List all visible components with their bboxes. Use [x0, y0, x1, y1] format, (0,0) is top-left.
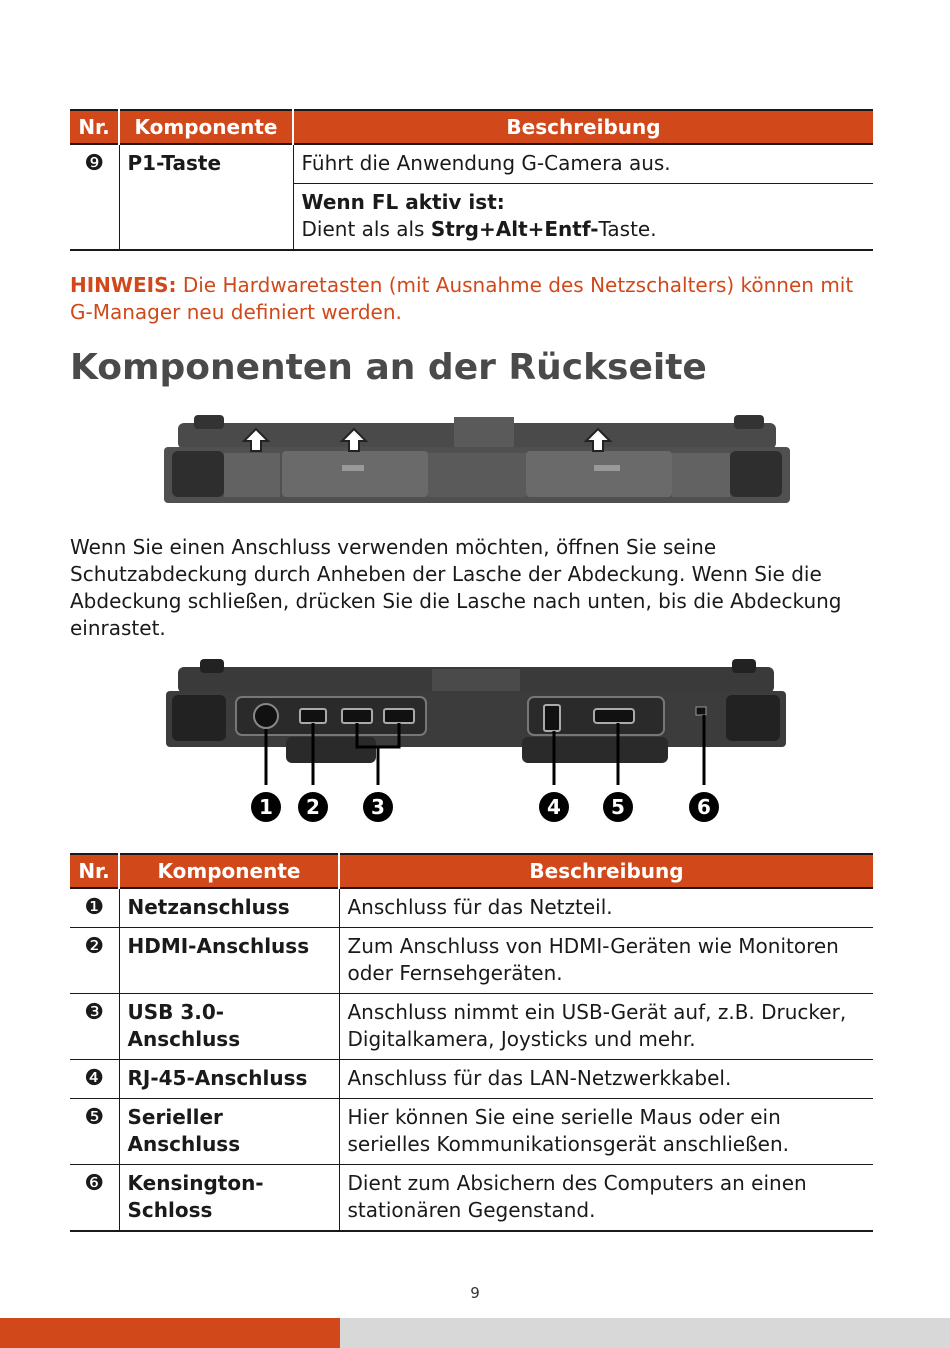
table-header-row	[70, 110, 873, 144]
callout-1	[251, 792, 281, 822]
row-number: ❷	[70, 928, 119, 994]
row-description: Zum Anschluss von HDMI-Geräten wie Monitoren oder Fernsehgeräten.	[339, 928, 873, 994]
header-description: Beschreibung	[293, 110, 873, 144]
note-text: Die Hardwaretasten (mit Ausnahme des Netzschalters) können mit G-Manager neu definiert werden.	[70, 273, 854, 324]
table-row	[70, 144, 873, 184]
note-label: HINWEIS:	[70, 273, 177, 297]
table-row	[70, 1060, 873, 1099]
row-component: USB 3.0-Anschluss	[119, 994, 339, 1060]
row-description: Anschluss nimmt ein USB-Gerät auf, z.B. Drucker, Digitalkamera, Joysticks und mehr.	[339, 994, 873, 1060]
row-number: ❸	[70, 994, 119, 1060]
rear-components-table	[70, 853, 873, 1232]
footer-accent-bar	[0, 1318, 340, 1348]
callout-5	[603, 792, 633, 822]
header-component: Komponente	[119, 110, 293, 144]
fl-desc-post: Taste.	[598, 217, 657, 241]
row-component: Serieller Anschluss	[119, 1099, 339, 1165]
section-heading: Komponenten an der Rückseite	[70, 347, 707, 388]
header-nr: Nr.	[70, 110, 119, 144]
row-component: Kensington-Schloss	[119, 1165, 339, 1232]
table-row	[70, 888, 873, 928]
row-number: ❺	[70, 1099, 119, 1165]
table-row	[70, 994, 873, 1060]
header-description: Beschreibung	[339, 854, 873, 888]
row-description-fl	[293, 184, 873, 251]
table-row	[70, 1165, 873, 1232]
row-description: Führt die Anwendung G-Camera aus.	[293, 144, 873, 184]
fl-desc-pre: Dient als als	[301, 217, 431, 241]
row-number: ❻	[70, 1165, 119, 1232]
callout-4	[539, 792, 569, 822]
callout-6	[689, 792, 719, 822]
row-component: P1-Taste	[119, 144, 293, 250]
row-description: Hier können Sie eine serielle Maus oder ein serielles Kommunikationsgerät anschließen.	[339, 1099, 873, 1165]
svg-text:3: 3	[371, 795, 385, 819]
row-component: RJ-45-Anschluss	[119, 1060, 339, 1099]
fl-desc-key: Strg+Alt+Entf-	[430, 217, 599, 241]
table-row	[70, 1099, 873, 1165]
svg-text:5: 5	[611, 795, 625, 819]
row-description: Anschluss für das Netzteil.	[339, 888, 873, 928]
note	[70, 272, 870, 326]
row-component: Netzanschluss	[119, 888, 339, 928]
svg-text:4: 4	[547, 795, 561, 819]
button-table	[70, 109, 873, 251]
page-number: 9	[470, 1284, 480, 1302]
header-component: Komponente	[119, 854, 339, 888]
row-number: ❾	[70, 144, 119, 250]
table-row	[70, 928, 873, 994]
header-nr: Nr.	[70, 854, 119, 888]
row-description: Anschluss für das LAN-Netzwerkkabel.	[339, 1060, 873, 1099]
table-header-row	[70, 854, 873, 888]
rear-view-ports-image	[166, 657, 786, 827]
footer-grey-bar	[340, 1318, 950, 1348]
row-number: ❹	[70, 1060, 119, 1099]
cover-instructions: Wenn Sie einen Anschluss verwenden möchten, öffnen Sie seine Schutzabdeckung durch Anheben der Lasche der Abdeckung. Wenn Sie die Abdeckung schließen, drücken Sie die Lasche nach unten, bis die Abdeckung einrastet.	[70, 535, 842, 640]
rear-view-closed-image	[164, 413, 790, 505]
svg-text:1: 1	[259, 795, 273, 819]
callout-2	[298, 792, 328, 822]
row-number: ❶	[70, 888, 119, 928]
callout-3	[363, 792, 393, 822]
row-description: Dient zum Absichern des Computers an einen stationären Gegenstand.	[339, 1165, 873, 1232]
svg-text:2: 2	[306, 795, 320, 819]
fl-active-label: Wenn FL aktiv ist:	[301, 190, 505, 214]
row-component: HDMI-Anschluss	[119, 928, 339, 994]
svg-text:6: 6	[697, 795, 711, 819]
